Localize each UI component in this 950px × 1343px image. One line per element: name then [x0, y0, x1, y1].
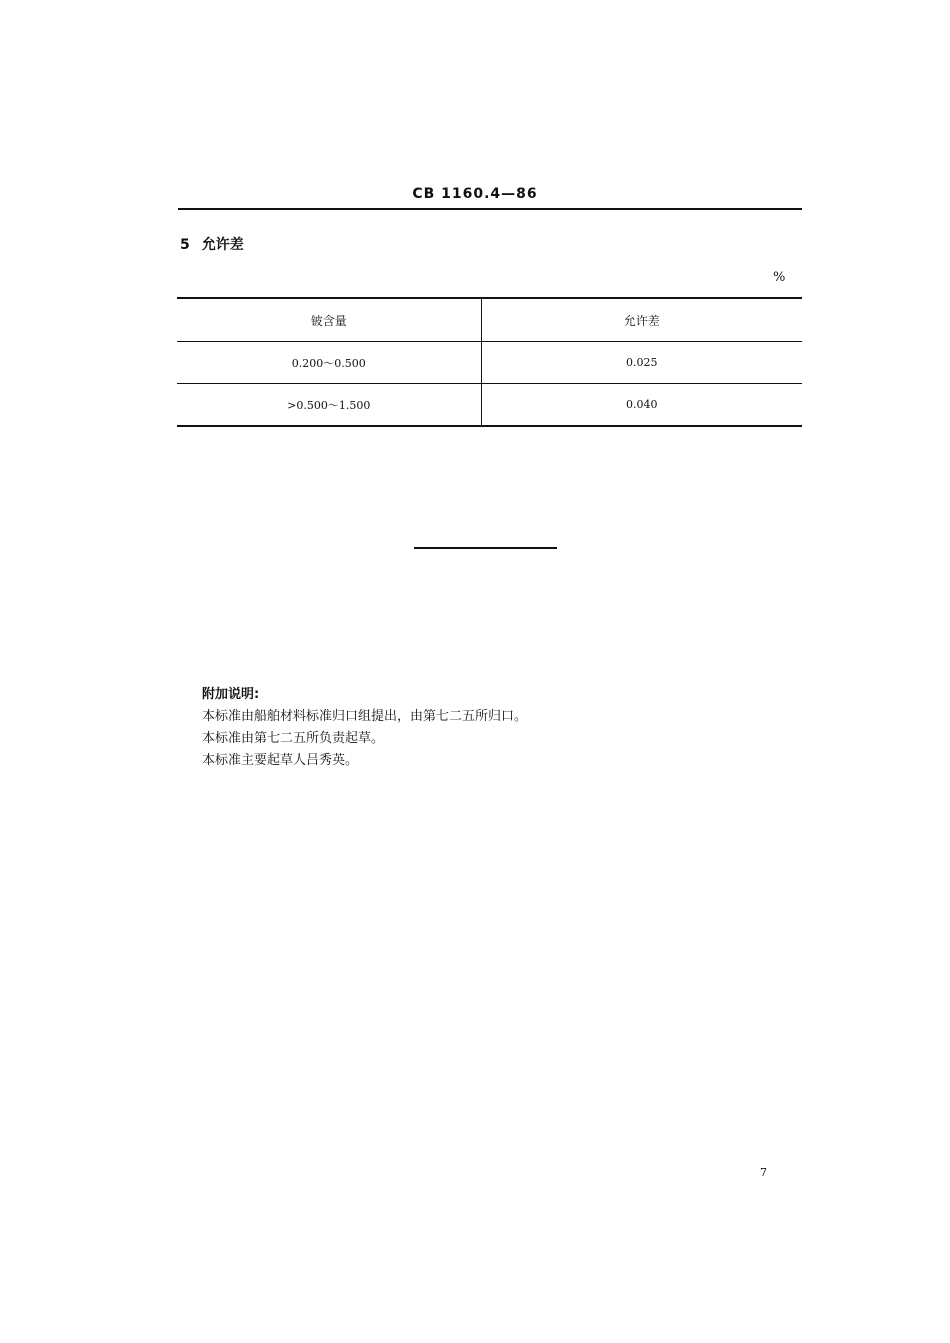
notes-line: 本标准由船舶材料标准归口组提出，由第七二五所归口。	[202, 709, 528, 724]
table-unit: %	[773, 270, 786, 285]
page-number: 7	[760, 1166, 767, 1179]
table-row	[177, 342, 802, 384]
additional-notes	[202, 684, 527, 772]
header-rule	[178, 208, 802, 210]
section-title: 允许差	[201, 237, 244, 253]
column-header-tolerance: 允许差	[481, 298, 802, 342]
table-header-row	[177, 298, 802, 342]
tolerance-cell: 0.025	[481, 342, 802, 384]
end-of-standard-rule	[414, 547, 557, 549]
standard-code-header: CB 1160.4—86	[412, 186, 538, 202]
tolerance-table	[177, 297, 802, 427]
range-cell: 0.200～0.500	[177, 342, 481, 384]
section-number: 5	[180, 237, 190, 253]
column-header-beryllium-content: 铍含量	[177, 298, 481, 342]
table-row	[177, 384, 802, 427]
section-heading	[180, 234, 244, 254]
notes-line: 本标准由第七二五所负责起草。	[202, 731, 385, 746]
tolerance-cell: 0.040	[481, 384, 802, 427]
notes-title: 附加说明:	[202, 687, 260, 702]
range-cell: >0.500～1.500	[177, 384, 481, 427]
notes-line: 本标准主要起草人吕秀英。	[202, 753, 359, 768]
